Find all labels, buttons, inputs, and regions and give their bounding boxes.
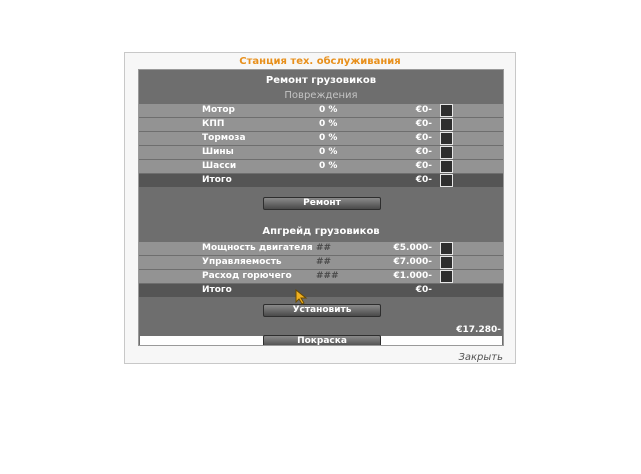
repair-item-name: Шасси	[202, 161, 237, 171]
close-link[interactable]: Закрыть	[458, 352, 503, 363]
upgrade-item-level: ##	[316, 243, 332, 253]
upgrade-checkbox-engine-power[interactable]	[440, 242, 453, 255]
upgrade-total-value: €0-	[415, 285, 432, 295]
window-title: Станция тех. обслуживания	[239, 56, 401, 67]
upgrade-total-row	[139, 284, 503, 297]
repair-item-price: €0-	[415, 119, 432, 129]
upgrade-item-price: €1.000-	[393, 271, 432, 281]
repair-item-price: €0-	[415, 161, 432, 171]
repair-checkbox-engine[interactable]	[440, 104, 453, 117]
repair-item-damage: 0 %	[319, 161, 338, 171]
repair-row-brakes	[139, 132, 503, 145]
repair-item-name: КПП	[202, 119, 225, 129]
repair-checkbox-gearbox[interactable]	[440, 118, 453, 131]
repair-row-chassis	[139, 160, 503, 173]
repair-item-damage: 0 %	[319, 133, 338, 143]
repair-total-value: €0-	[415, 175, 432, 185]
repair-item-price: €0-	[415, 133, 432, 143]
repair-section-title: Ремонт грузовиков	[265, 75, 377, 86]
damage-subtitle: Повреждения	[284, 90, 358, 101]
repair-item-price: €0-	[415, 147, 432, 157]
upgrade-item-name: Мощность двигателя	[202, 243, 313, 253]
repair-item-price: €0-	[415, 105, 432, 115]
upgrade-total-label: Итого	[202, 285, 232, 295]
repair-item-damage: 0 %	[319, 119, 338, 129]
paint-button[interactable]: Покраска	[263, 335, 381, 346]
repair-row-tires	[139, 146, 503, 159]
upgrade-checkbox-fuel[interactable]	[440, 270, 453, 283]
upgrade-row-handling	[139, 256, 503, 269]
repair-item-name: Тормоза	[202, 133, 246, 143]
repair-checkbox-chassis[interactable]	[440, 160, 453, 173]
repair-item-name: Мотор	[202, 105, 235, 115]
repair-checkbox-tires[interactable]	[440, 146, 453, 159]
install-button[interactable]: Установить	[263, 304, 381, 317]
repair-total-label: Итого	[202, 175, 232, 185]
repair-item-name: Шины	[202, 147, 234, 157]
repair-item-damage: 0 %	[319, 105, 338, 115]
upgrade-row-fuel	[139, 270, 503, 283]
upgrade-item-name: Расход горючего	[202, 271, 292, 281]
mouse-cursor-icon	[295, 289, 309, 305]
repair-item-damage: 0 %	[319, 147, 338, 157]
upgrade-item-price: €5.000-	[393, 243, 432, 253]
repair-row-engine	[139, 104, 503, 117]
repair-checkbox-all[interactable]	[440, 174, 453, 187]
upgrade-section-title: Апгрейд грузовиков	[262, 226, 380, 237]
upgrade-item-level: ##	[316, 257, 332, 267]
balance-amount: €17.280-	[456, 325, 501, 335]
service-panel	[138, 69, 504, 346]
upgrade-row-engine-power	[139, 242, 503, 255]
repair-total-row	[139, 174, 503, 187]
repair-button[interactable]: Ремонт	[263, 197, 381, 210]
repair-row-gearbox	[139, 118, 503, 131]
repair-checkbox-brakes[interactable]	[440, 132, 453, 145]
upgrade-item-level: ###	[316, 271, 339, 281]
service-station-window	[124, 52, 516, 364]
upgrade-item-name: Управляемость	[202, 257, 282, 267]
upgrade-checkbox-handling[interactable]	[440, 256, 453, 269]
upgrade-item-price: €7.000-	[393, 257, 432, 267]
